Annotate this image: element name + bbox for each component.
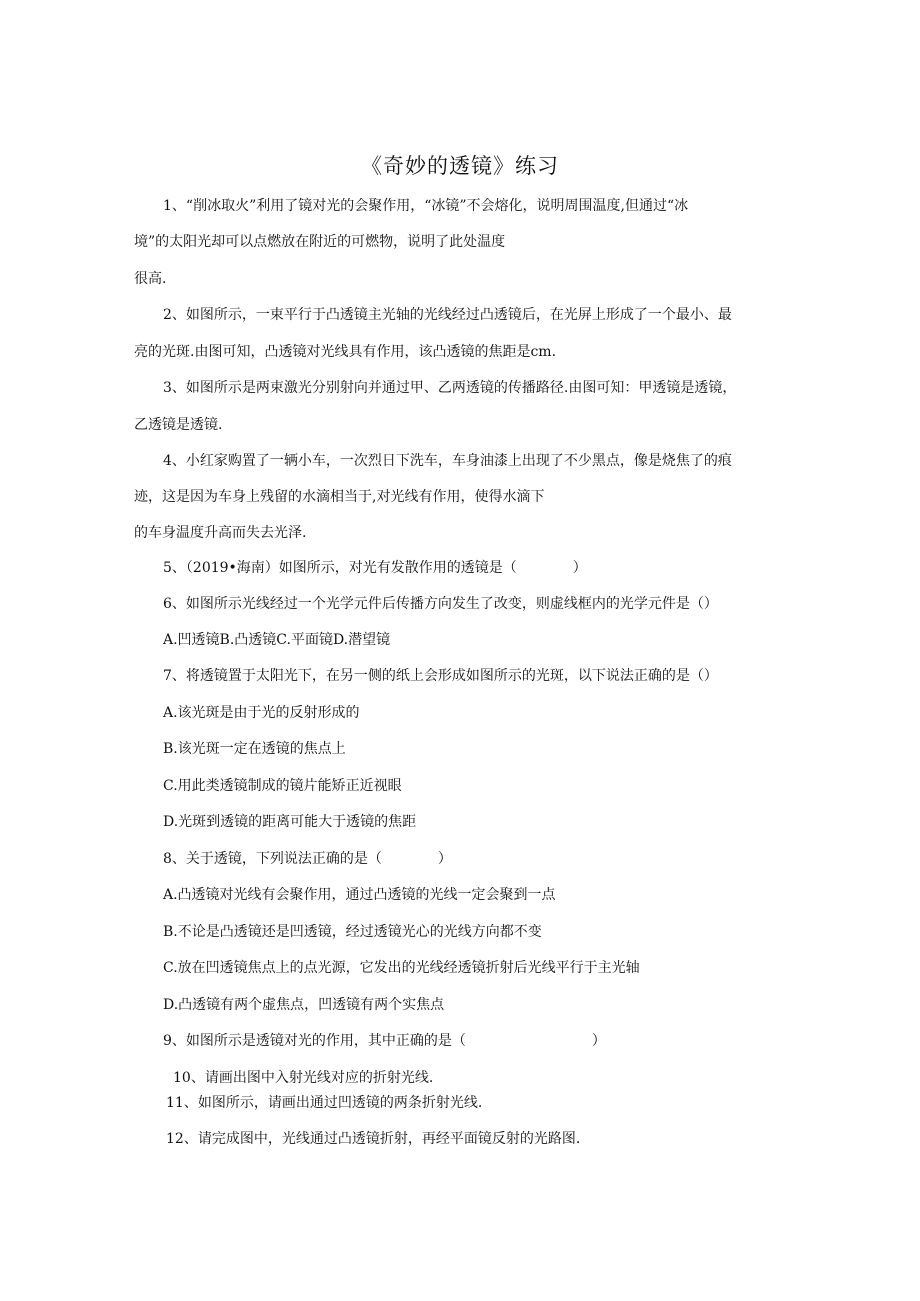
q8-option-b: B.不论是凸透镜还是凹透镜，经过透镜光心的光线方向都不变 <box>163 924 542 940</box>
q7-option-d: D.光斑到透镜的距离可能大于透镜的焦距 <box>163 814 417 830</box>
q8-option-d: D.凸透镜有两个虚焦点，凹透镜有两个实焦点 <box>163 997 445 1013</box>
q5-line: 5、（2019•海南）如图所示，对光有发散作用的透镜是（ ） <box>163 560 587 576</box>
q9-line: 9、如图所示是透镜对光的作用，其中正确的是（ ） <box>163 1033 606 1049</box>
q3-line-1: 3、如图所示是两束激光分别射向并通过甲、乙两透镜的传播路径.由图可知：甲透镜是透镜， <box>163 380 737 396</box>
q3-line-2: 乙透镜是透镜. <box>134 417 223 433</box>
q7-option-c: C.用此类透镜制成的镜片能矫正近视眼 <box>163 778 402 794</box>
q4-line-3: 的车身温度升高而失去光泽. <box>134 525 307 541</box>
q1-line-2: 境”的太阳光却可以点燃放在附近的可燃物，说明了此处温度 <box>134 234 506 250</box>
q7-option-b: B.该光斑一定在透镜的焦点上 <box>163 741 346 757</box>
q12-line: 12、请完成图中，光线通过凸透镜折射，再经平面镜反射的光路图. <box>166 1131 581 1147</box>
q2-line-2: 亮的光斑.由图可知，凸透镜对光线具有作用，该凸透镜的焦距是cm. <box>134 344 557 360</box>
q8-option-c: C.放在凹透镜焦点上的点光源，它发出的光线经透镜折射后光线平行于主光轴 <box>163 960 640 976</box>
q7-line: 7、将透镜置于太阳光下，在另一侧的纸上会形成如图所示的光斑，以下说法正确的是（） <box>163 668 718 684</box>
q6-options: A.凹透镜B.凸透镜C.平面镜D.潜望镜 <box>163 632 391 648</box>
q4-line-2: 迹，这是因为车身上残留的水滴相当于,对光线有作用，使得水滴下 <box>134 489 545 505</box>
q7-option-a: A.该光斑是由于光的反射形成的 <box>163 705 360 721</box>
q8-line: 8、关于透镜，下列说法正确的是（ ） <box>163 851 452 867</box>
q8-option-a: A.凸透镜对光线有会聚作用，通过凸透镜的光线一定会聚到一点 <box>163 887 556 903</box>
q6-line: 6、如图所示光线经过一个光学元件后传播方向发生了改变，则虚线框内的光学元件是（） <box>163 596 718 612</box>
q2-line-1: 2、如图所示，一束平行于凸透镜主光轴的光线经过凸透镜后，在光屏上形成了一个最小、最 <box>163 307 732 323</box>
q1-line-3: 很高. <box>134 271 167 287</box>
q1-line-1: 1、“削冰取火”利用了镜对光的会聚作用，“冰镜”不会熔化，说明周围温度,但通过“冰 <box>163 198 689 214</box>
q4-line-1: 4、小红家购置了一辆小车，一次烈日下洗车，车身油漆上出现了不少黑点，像是烧焦了的痕 <box>163 453 732 469</box>
q11-line: 11、如图所示，请画出通过凹透镜的两条折射光线. <box>166 1095 483 1111</box>
q10-line: 10、请画出图中入射光线对应的折射光线. <box>173 1070 434 1086</box>
document-title: 《奇妙的透镜》练习 <box>361 154 559 178</box>
